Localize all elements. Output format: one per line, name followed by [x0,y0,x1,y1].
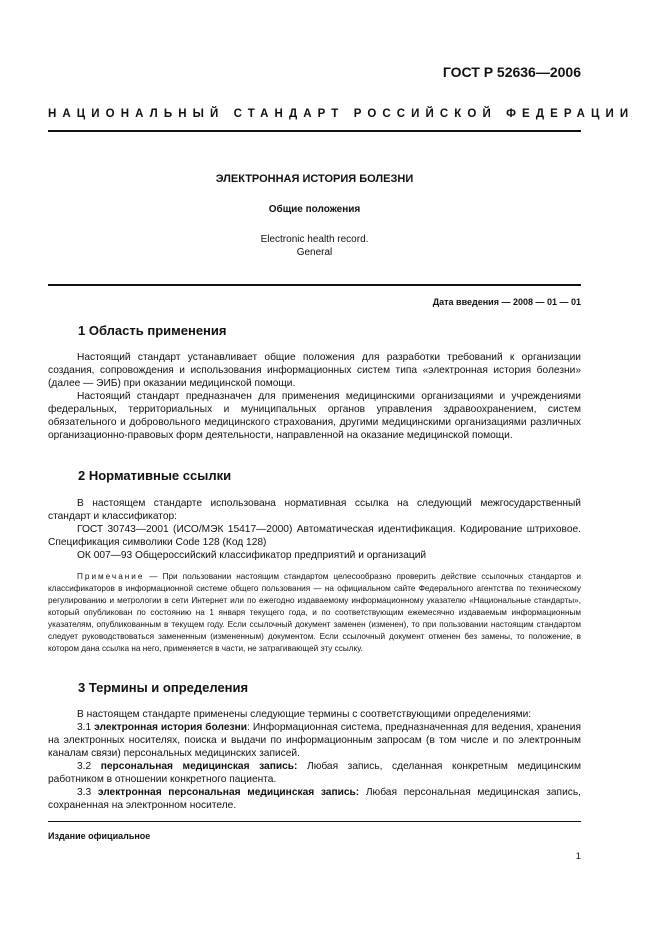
term-definition: Любая персональная медицинская запись, сохраненная на электронном носителе. [48,787,581,811]
document-subtitle: Общие положения [268,204,361,215]
term-name: электронная персональная медицинская запись: [97,787,360,798]
section-3-heading: 3 Термины и определения [78,680,249,695]
document-title: ЭЛЕКТРОННАЯ ИСТОРИЯ БОЛЕЗНИ [215,173,414,185]
term-3-3 [48,786,581,812]
footer-rule [48,821,581,822]
official-edition-label: Издание официальное [48,831,151,841]
term-3-1 [48,721,581,760]
term-3-2 [48,760,581,786]
national-standard-banner: НАЦИОНАЛЬНЫЙ СТАНДАРТ РОССИЙСКОЙ ФЕДЕРАЦИИ [48,108,635,120]
section-2-note [48,571,581,655]
term-number: 3.2 [77,761,101,772]
section-2-heading: 2 Нормативные ссылки [78,468,232,483]
english-title-line1: Electronic health record. [260,234,369,245]
term-definition: : Информационная система, предназначенная для ведения, хранения на электронных носителях, поиска и выдачи по информационным запросам (в том числе и по электронным каналам связи) персональных медицинских записей. [48,722,582,759]
term-number: 3.3 [77,787,98,798]
section-1-paragraph-1: Настоящий стандарт устанавливает общие положения для разработки требований к организации создания, сопровождения и использования информационных систем типа «электронная история болезни» (далее — ЭИБ) при оказании медицинской помощи. [48,352,581,389]
term-definition: Любая запись, сделанная конкретным медицинским работником в отношении конкретного пациента. [48,761,581,785]
section-1-body [48,351,581,442]
section-2-paragraph-3: ОК 007—93 Общероссийский классификатор предприятий и организаций [77,550,427,561]
term-name: электронная история болезни [94,722,248,733]
term-name: персональная медицинская запись: [100,761,298,772]
term-number: 3.1 [77,722,95,733]
english-title-line2: General [296,247,333,258]
header-rule [48,130,581,132]
document-id: ГОСТ Р 52636—2006 [442,64,581,80]
introduction-date: Дата введения — 2008 — 01 — 01 [432,297,581,307]
title-rule [48,284,581,286]
note-label: Примечание [77,572,145,581]
page-number: 1 [575,851,581,862]
section-2-body [48,497,581,562]
section-2-paragraph-2: ГОСТ 30743—2001 (ИСО/МЭК 15417—2000) Автоматическая идентификация. Кодирование штриховое. Спецификация символики Code 128 (Код 128) [48,524,581,548]
section-3-intro: В настоящем стандарте применены следующие термины с соответствующими определениями: [77,709,532,720]
english-title [48,233,581,259]
section-1-paragraph-2: Настоящий стандарт предназначен для применения медицинскими организациями и учреждениями федеральных, территориальных и муниципальных органов управления здравоохранением, систем обязательного и добровольного медицинского страхования, другими медицинскими организациями различных организационно-правовых форм деятельности, направленной на оказание медицинской помощи. [48,391,581,441]
section-1-heading: 1 Область применения [78,323,227,338]
note-text: — При пользовании настоящим стандартом целесообразно проверить действие ссылочных стандартов и классификаторов в информационной системе общего пользования — на официальном сайте Федерального агентства по техническому регулированию и метрологии в сети Интернет или по ежегодно издаваемому информационному указателю «Национальные стандарты», который опубликован по состоянию на 1 января текущего года, и по соответствующим ежемесячно издаваемым информационным указателям, опубликованным в текущем году. Если ссылочный документ заменен (изменен), то при пользовании настоящим стандартом следует руководствоваться замененным (измененным) документом. Если ссылочный документ отменен без замены, то положение, в котором дана ссылка на него, применяется в части, не затрагивающей эту ссылку. [48,572,581,653]
section-2-paragraph-1: В настоящем стандарте использована нормативная ссылка на следующий межгосударственный стандарт и классификатор: [48,498,581,522]
section-3-body [48,708,581,812]
